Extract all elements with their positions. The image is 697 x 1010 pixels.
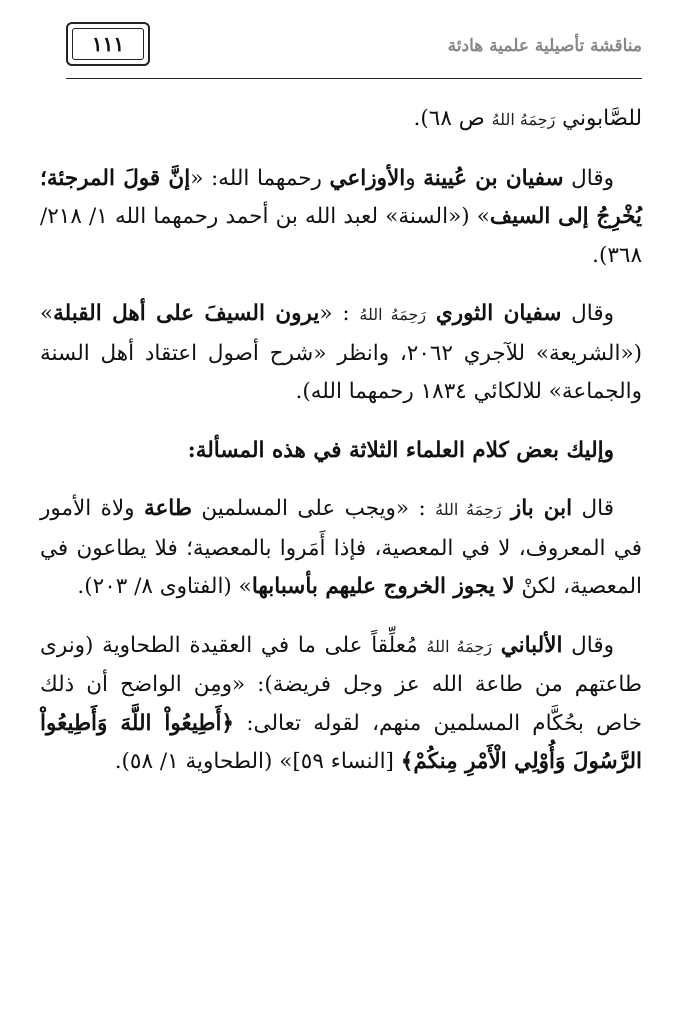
running-title: مناقشة تأصيلية علمية هادئة [447,36,642,56]
section-heading: وإليك بعض كلام العلماء الثلاثة في هذه المسألة: [187,437,614,463]
page-header [66,22,642,79]
paragraph-5: قال ابن باز رَحِمَهُ اللهُ : «ويجب على المسلمين طاعة ولاة الأمور في المعروف، لا في المعصية، فإذا أَمَروا بالمعصية؛ فلا يطاعون في المعصية، لكنْ لا يجوز الخروج عليهم بأسبابها» (الفتاوى ٨/ ٢٠٣). [40,496,642,599]
honorific: رَحِمَهُ اللهُ [426,636,492,656]
page-body [40,100,642,782]
paragraph-1: للصَّابوني رَحِمَهُ اللهُ ص ٦٨). [413,106,642,131]
honorific: رَحِمَهُ اللهُ [435,500,502,519]
honorific: رَحِمَهُ اللهُ [359,305,427,324]
paragraph-2: وقال سفيان بن عُيينة والأوزاعي رحمهما الله: «إنَّ قولَ المرجئة؛ يُخْرِجُ إلى السيف» («السنة» لعبد الله بن أحمد رحمهما الله ١/ ٢١٨/ ٣٦٨). [40,165,643,268]
paragraph-3: وقال سفيان الثوري رَحِمَهُ اللهُ : «يرون السيفَ على أهل القبلة» («الشريعة» للآجري ٢٠٦٢، وانظر «شرح أصول اعتقاد أهل السنة والجماعة» للالكائي ١٨٣٤ رحمهما الله). [40,301,642,404]
quran-verse: ﴿أَطِيعُواْ اللَّهَ وَأَطِيعُواْ الرَّسُولَ وَأُوْلِي الْأَمْرِ مِنكُمْ﴾ [40,710,642,774]
honorific: رَحِمَهُ اللهُ [491,110,556,129]
paragraph-6: وقال الألباني رَحِمَهُ اللهُ مُعلِّقاً على ما في العقيدة الطحاوية (ونرى طاعتهم من طاعة الله عز وجل فريضة): «ومِن الواضح أن ذلك خاص بحُكَّام المسلمين منهم، لقوله تعالى: ﴿أَطِيعُواْ اللَّهَ وَأَطِيعُواْ الرَّسُولَ وَأُوْلِي الْأَمْرِ مِنكُمْ﴾ [النساء ٥٩]» (الطحاوية ١/ ٥٨). [40,632,643,774]
page-number: ١١١ [72,28,144,60]
page-number-box [66,22,150,66]
